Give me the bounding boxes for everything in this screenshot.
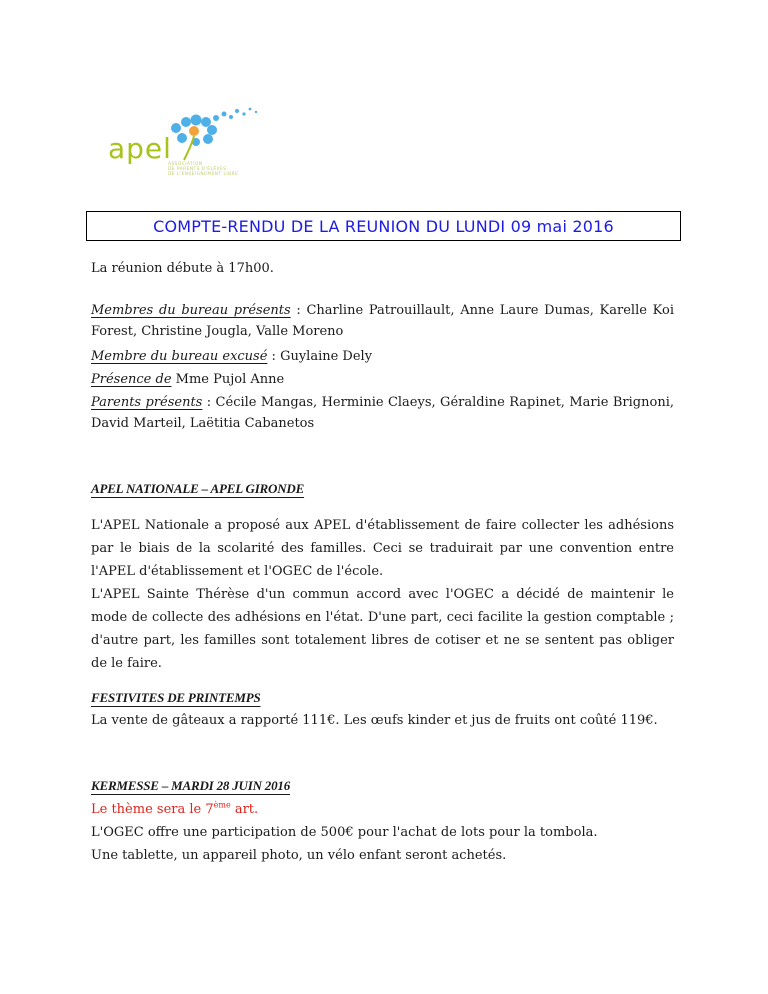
member-excused: Membre du bureau excusé : Guylaine Dely <box>91 349 373 364</box>
apel-paragraph-1: L'APEL Nationale a proposé aux APEL d'établissement de faire collecter les adhésions par le biais de la scolarité des familles. Ceci se traduirait par une convention entre l'APEL d'établissement et l'OGEC de l'école. <box>91 518 674 579</box>
presence-label: Présence de <box>91 372 172 387</box>
logo-wordmark: apel <box>108 132 172 165</box>
page-title: COMPTE-RENDU DE LA REUNION DU LUNDI 09 mai 2016 <box>153 217 614 236</box>
members-present-label: Membres du bureau présents <box>91 303 291 318</box>
festivites-text: La vente de gâteaux a rapporté 111€. Les œufs kinder et jus de fruits ont coûté 119€. <box>91 713 658 728</box>
section-heading-kermesse: KERMESSE – MARDI 28 JUIN 2016 <box>91 778 291 793</box>
section-heading-apel: APEL NATIONALE – APEL GIRONDE <box>91 481 305 496</box>
title-box <box>86 211 681 241</box>
section-heading-festivites: FESTIVITES DE PRINTEMPS <box>91 690 261 705</box>
members-present: Membres du bureau présents : Charline Patrouillault, Anne Laure Dumas, Karelle Koi Forest, Christine Jougla, Valle Moreno <box>91 303 674 339</box>
kermesse-line-2: Une tablette, un appareil photo, un vélo enfant seront achetés. <box>91 848 507 863</box>
parents-present-label: Parents présents <box>91 395 203 410</box>
presence: Présence de Mme Pujol Anne <box>91 372 285 387</box>
intro-text: La réunion débute à 17h00. <box>91 261 274 276</box>
member-excused-label: Membre du bureau excusé <box>91 349 268 364</box>
kermesse-theme: Le thème sera le 7ème art. <box>91 800 259 817</box>
kermesse-line-1: L'OGEC offre une participation de 500€ pour l'achat de lots pour la tombola. <box>91 825 598 840</box>
logo-subtitle: ASSOCIATION DE PARENTS D'ÉLÈVES DE L'ENSEIGNEMENT LIBRE <box>168 162 239 178</box>
parents-present: Parents présents : Cécile Mangas, Herminie Claeys, Géraldine Rapinet, Marie Brignoni, David Marteil, Laëtitia Cabanetos <box>91 395 674 431</box>
apel-paragraph-2: L'APEL Sainte Thérèse d'un commun accord avec l'OGEC a décidé de maintenir le mode de collecte des adhésions en l'état. D'une part, ceci facilite la gestion comptable ; d'autre part, les familles sont totalement libres de cotiser et ne se sentent pas obliger de le faire. <box>91 587 674 671</box>
apel-logo <box>100 100 300 190</box>
